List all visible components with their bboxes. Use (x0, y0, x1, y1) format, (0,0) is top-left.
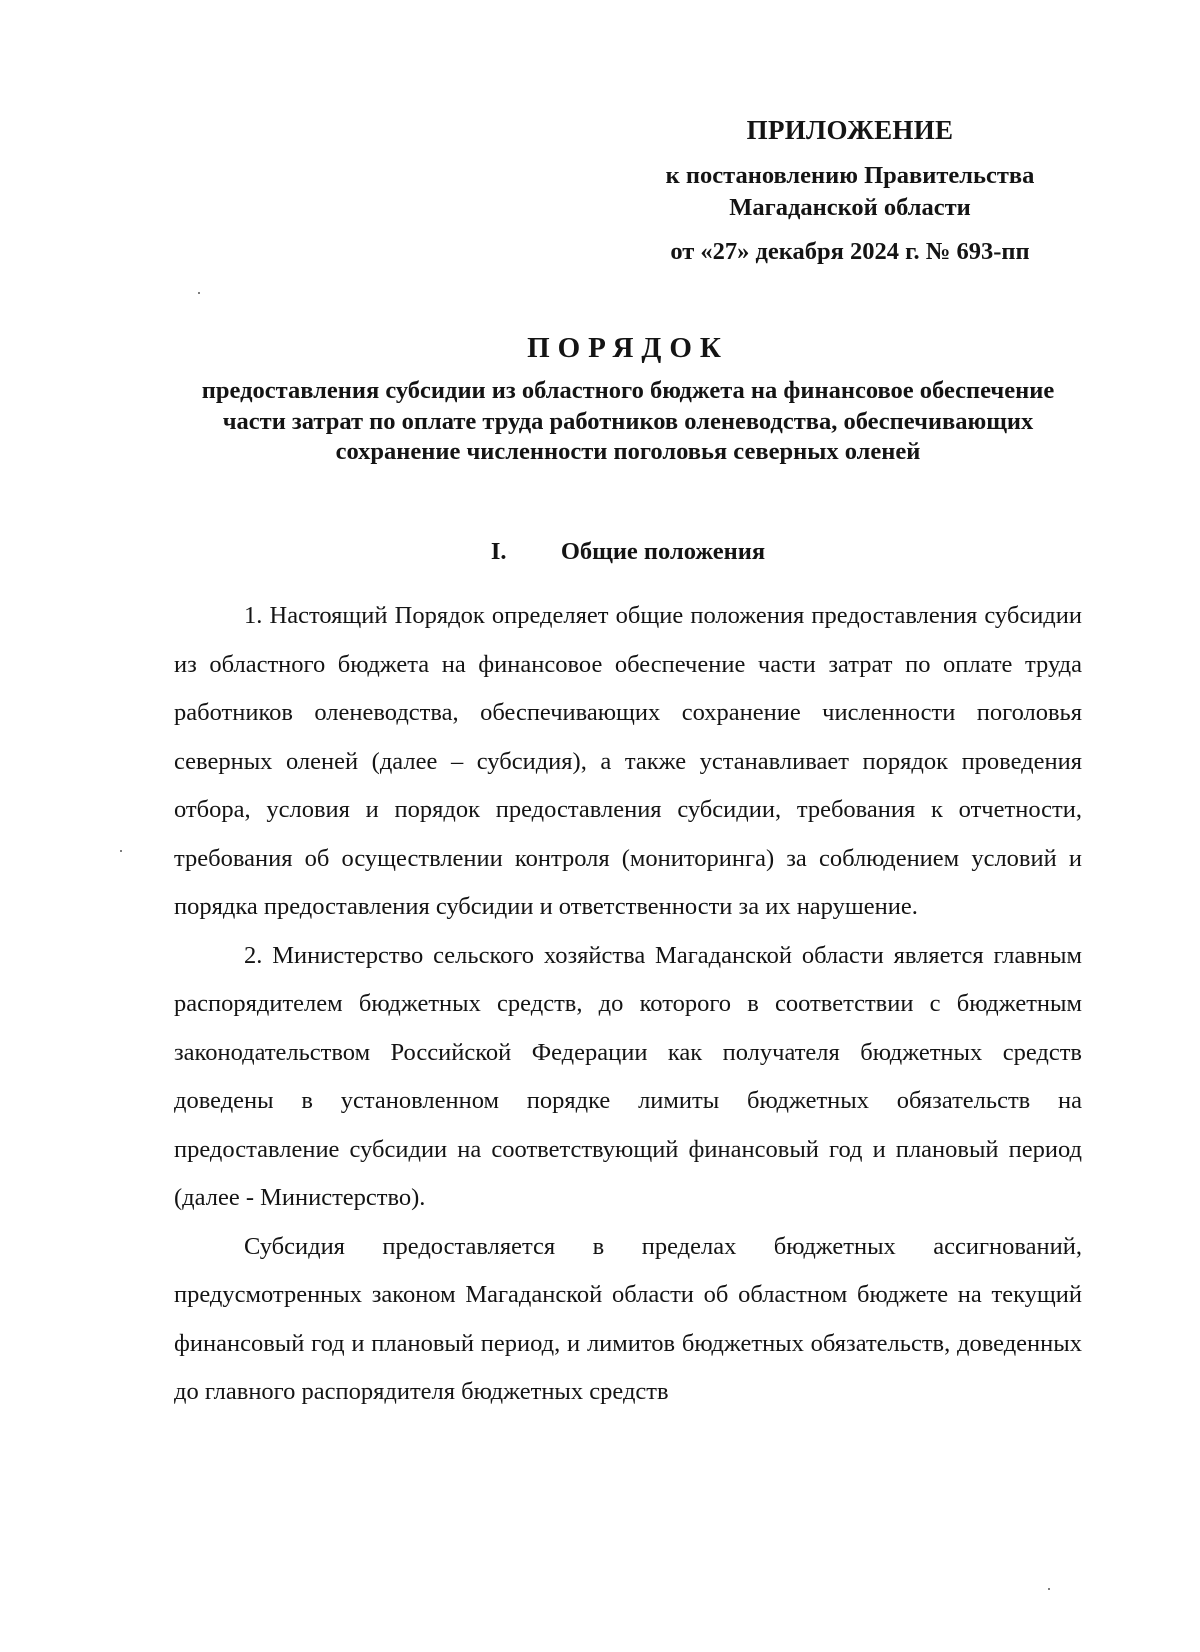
paragraph-1: 1. Настоящий Порядок определяет общие положения предоставления субсидии из областного бюджета на финансовое обеспечение части затрат по оплате труда работников оленеводства, обеспечивающих сохранение численности поголовья северных оленей (далее – субсидия), а также устанавливает порядок проведения отбора, условия и порядок предоставления субсидии, требования к отчетности, требования об осуществлении контроля (мониторинга) за соблюдением условий и порядка предоставления субсидии и ответственности за их нарушение. (174, 602, 1082, 920)
appendix-ref-line-2: Магаданской области (729, 194, 971, 221)
section-heading (174, 536, 1082, 568)
section-number: I. (490, 538, 507, 565)
section-title: Общие положения (560, 538, 766, 565)
appendix-ref-line-1: к постановлению Правительства (665, 162, 1035, 189)
paragraph-3: Субсидия предоставляется в пределах бюджетных ассигнований, предусмотренных законом Магаданской области об областном бюджете на текущий финансовый год и плановый период, и лимитов бюджетных обязательств, доведенных до главного распорядителя бюджетных средств (174, 1232, 1082, 1405)
document-subtitle: предоставления субсидии из областного бюджета на финансовое обеспечение части затрат по оплате труда работников оленеводства, обеспечивающих сохранение численности поголовья северных оленей (201, 377, 1055, 465)
body-text (174, 592, 1082, 1417)
appendix-date: от «27» декабря 2024 г. № 693-пп (670, 238, 1030, 265)
appendix-title: ПРИЛОЖЕНИЕ (746, 115, 954, 145)
scan-speck (198, 292, 200, 294)
scan-speck (120, 850, 122, 852)
scan-speck (1048, 1588, 1050, 1590)
paragraph-2: 2. Министерство сельского хозяйства Магаданской области является главным распорядителем бюджетных средств, до которого в соответствии с бюджетным законодательством Российской Федерации как получателя бюджетных средств доведены в установленном порядке лимиты бюджетных обязательств на предоставление субсидии на соответствующий финансовый год и плановый период (далее - Министерство). (174, 941, 1082, 1211)
appendix-reference (600, 160, 1100, 224)
document-title: ПОРЯДОК (527, 332, 729, 364)
